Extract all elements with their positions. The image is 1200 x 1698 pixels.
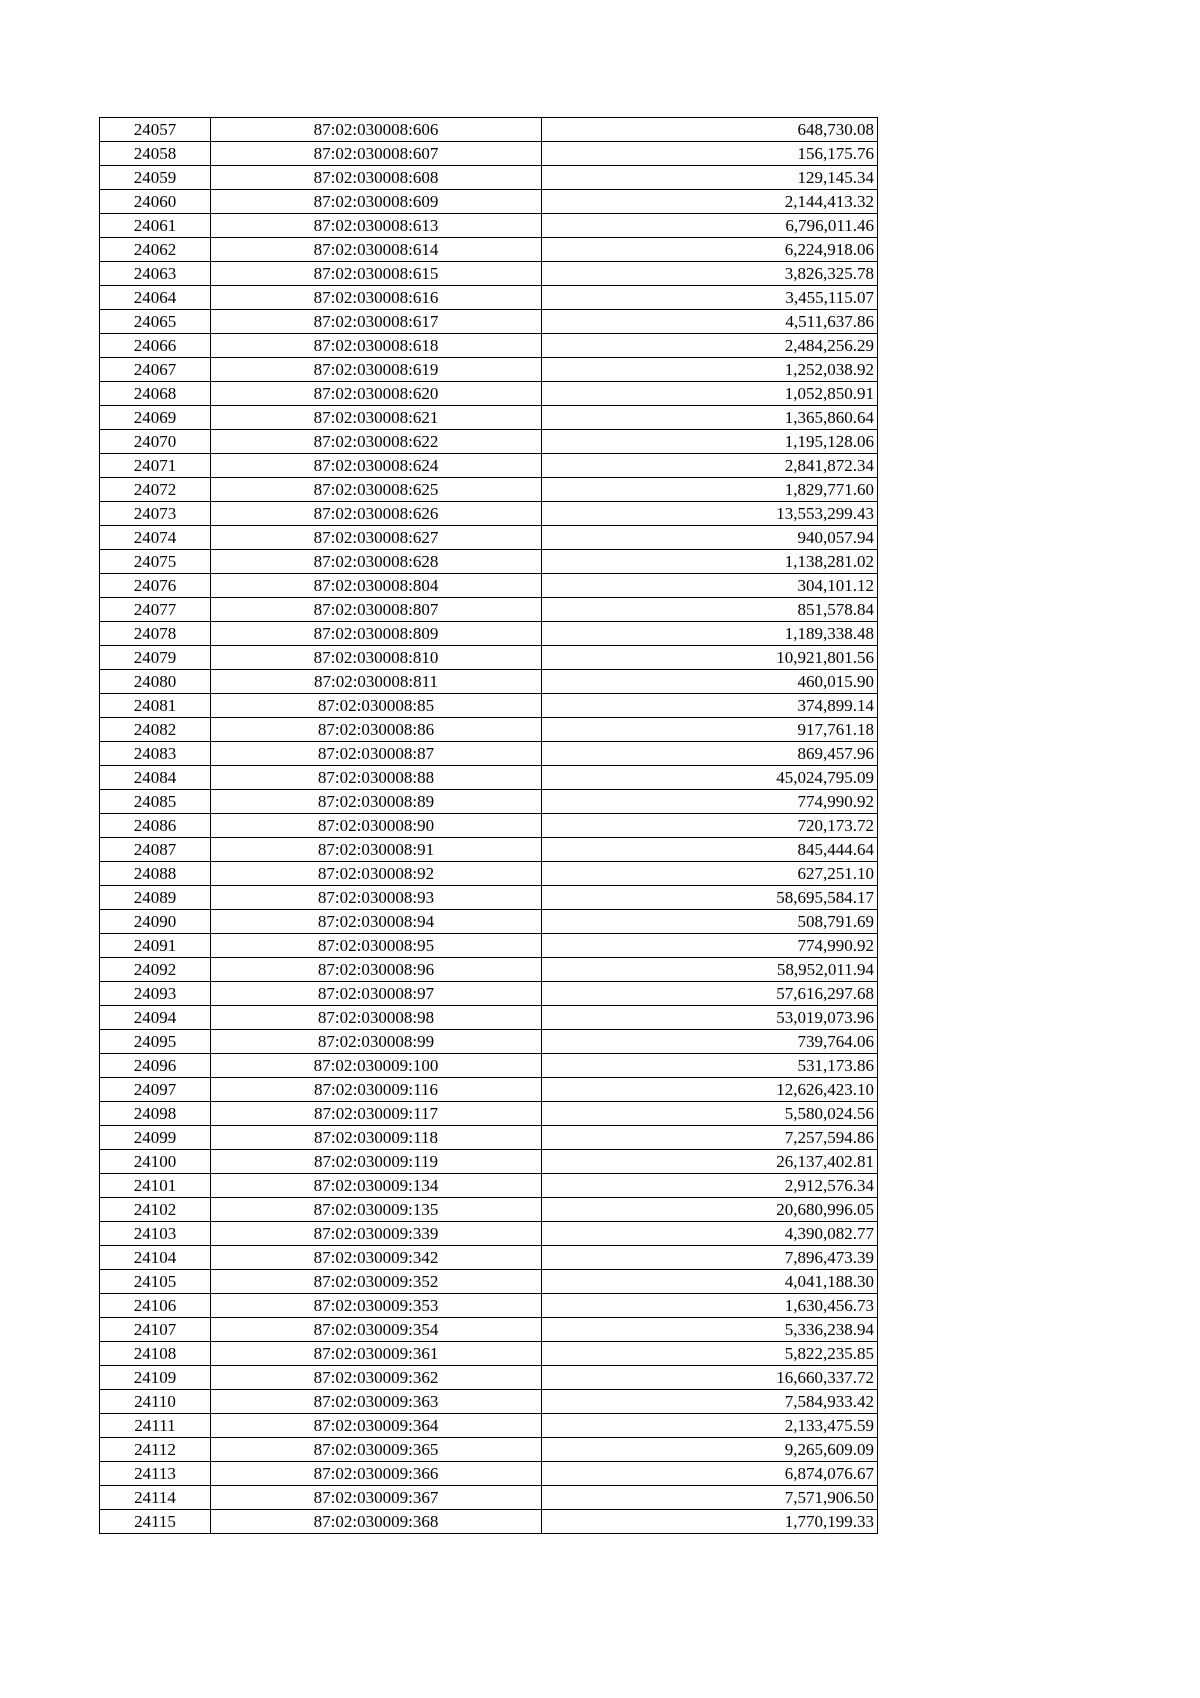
- cadastral-value-cell: 917,761.18: [542, 718, 878, 742]
- table-row: [100, 1174, 878, 1198]
- table-row: [100, 1030, 878, 1054]
- row-number-cell: 24086: [100, 814, 211, 838]
- cadastral-value-cell: 10,921,801.56: [542, 646, 878, 670]
- row-number-cell: 24069: [100, 406, 211, 430]
- row-number-cell: 24104: [100, 1246, 211, 1270]
- row-number-cell: 24085: [100, 790, 211, 814]
- cadastral-number-cell: 87:02:030008:625: [211, 478, 542, 502]
- cadastral-number-cell: 87:02:030009:118: [211, 1126, 542, 1150]
- cadastral-value-cell: 374,899.14: [542, 694, 878, 718]
- table-row: [100, 1510, 878, 1534]
- table-row: [100, 1486, 878, 1510]
- table-row: [100, 478, 878, 502]
- cadastral-value-cell: 5,580,024.56: [542, 1102, 878, 1126]
- row-number-cell: 24111: [100, 1414, 211, 1438]
- cadastral-number-cell: 87:02:030008:96: [211, 958, 542, 982]
- row-number-cell: 24102: [100, 1198, 211, 1222]
- row-number-cell: 24061: [100, 214, 211, 238]
- cadastral-value-cell: 869,457.96: [542, 742, 878, 766]
- cadastral-value-cell: 7,896,473.39: [542, 1246, 878, 1270]
- row-number-cell: 24099: [100, 1126, 211, 1150]
- cadastral-value-cell: 20,680,996.05: [542, 1198, 878, 1222]
- cadastral-number-cell: 87:02:030008:619: [211, 358, 542, 382]
- table-row: [100, 574, 878, 598]
- cadastral-value-cell: 3,826,325.78: [542, 262, 878, 286]
- cadastral-number-cell: 87:02:030009:363: [211, 1390, 542, 1414]
- cadastral-number-cell: 87:02:030008:99: [211, 1030, 542, 1054]
- row-number-cell: 24092: [100, 958, 211, 982]
- cadastral-number-cell: 87:02:030008:621: [211, 406, 542, 430]
- table-row: [100, 238, 878, 262]
- row-number-cell: 24093: [100, 982, 211, 1006]
- row-number-cell: 24081: [100, 694, 211, 718]
- cadastral-value-cell: 6,224,918.06: [542, 238, 878, 262]
- cadastral-number-cell: 87:02:030008:93: [211, 886, 542, 910]
- cadastral-number-cell: 87:02:030008:811: [211, 670, 542, 694]
- row-number-cell: 24075: [100, 550, 211, 574]
- row-number-cell: 24097: [100, 1078, 211, 1102]
- row-number-cell: 24094: [100, 1006, 211, 1030]
- cadastral-value-cell: 304,101.12: [542, 574, 878, 598]
- cadastral-value-cell: 2,133,475.59: [542, 1414, 878, 1438]
- row-number-cell: 24080: [100, 670, 211, 694]
- cadastral-value-cell: 58,952,011.94: [542, 958, 878, 982]
- cadastral-value-cell: 1,829,771.60: [542, 478, 878, 502]
- cadastral-number-cell: 87:02:030008:628: [211, 550, 542, 574]
- cadastral-value-cell: 4,041,188.30: [542, 1270, 878, 1294]
- row-number-cell: 24100: [100, 1150, 211, 1174]
- row-number-cell: 24107: [100, 1318, 211, 1342]
- cadastral-number-cell: 87:02:030008:97: [211, 982, 542, 1006]
- cadastral-number-cell: 87:02:030008:624: [211, 454, 542, 478]
- cadastral-number-cell: 87:02:030008:613: [211, 214, 542, 238]
- cadastral-value-cell: 12,626,423.10: [542, 1078, 878, 1102]
- cadastral-value-cell: 53,019,073.96: [542, 1006, 878, 1030]
- row-number-cell: 24076: [100, 574, 211, 598]
- cadastral-value-cell: 508,791.69: [542, 910, 878, 934]
- cadastral-value-cell: 720,173.72: [542, 814, 878, 838]
- table-row: [100, 1390, 878, 1414]
- cadastral-value-cell: 58,695,584.17: [542, 886, 878, 910]
- table-row: [100, 1438, 878, 1462]
- cadastral-value-cell: 940,057.94: [542, 526, 878, 550]
- cadastral-value-cell: 460,015.90: [542, 670, 878, 694]
- cadastral-number-cell: 87:02:030009:366: [211, 1462, 542, 1486]
- table-row: [100, 934, 878, 958]
- table-row: [100, 1150, 878, 1174]
- table-row: [100, 142, 878, 166]
- row-number-cell: 24114: [100, 1486, 211, 1510]
- cadastral-value-cell: 845,444.64: [542, 838, 878, 862]
- cadastral-number-cell: 87:02:030009:361: [211, 1342, 542, 1366]
- table-row: [100, 1054, 878, 1078]
- table-row: [100, 646, 878, 670]
- cadastral-value-cell: 7,257,594.86: [542, 1126, 878, 1150]
- cadastral-value-cell: 2,912,576.34: [542, 1174, 878, 1198]
- cadastral-value-cell: 1,138,281.02: [542, 550, 878, 574]
- row-number-cell: 24109: [100, 1366, 211, 1390]
- cadastral-value-cell: 2,841,872.34: [542, 454, 878, 478]
- table-row: [100, 622, 878, 646]
- row-number-cell: 24067: [100, 358, 211, 382]
- cadastral-number-cell: 87:02:030008:627: [211, 526, 542, 550]
- table-row: [100, 1198, 878, 1222]
- cadastral-value-cell: 739,764.06: [542, 1030, 878, 1054]
- row-number-cell: 24073: [100, 502, 211, 526]
- table-row: [100, 1006, 878, 1030]
- cadastral-value-cell: 627,251.10: [542, 862, 878, 886]
- table-row: [100, 1078, 878, 1102]
- cadastral-value-cell: 26,137,402.81: [542, 1150, 878, 1174]
- row-number-cell: 24110: [100, 1390, 211, 1414]
- cadastral-value-cell: 5,822,235.85: [542, 1342, 878, 1366]
- table-row: [100, 406, 878, 430]
- row-number-cell: 24084: [100, 766, 211, 790]
- table-row: [100, 214, 878, 238]
- row-number-cell: 24098: [100, 1102, 211, 1126]
- table-row: [100, 502, 878, 526]
- cadastral-number-cell: 87:02:030008:85: [211, 694, 542, 718]
- table-row: [100, 1342, 878, 1366]
- table-row: [100, 1222, 878, 1246]
- table-row: [100, 862, 878, 886]
- table-row: [100, 1318, 878, 1342]
- cadastral-value-cell: 13,553,299.43: [542, 502, 878, 526]
- cadastral-number-cell: 87:02:030008:609: [211, 190, 542, 214]
- row-number-cell: 24112: [100, 1438, 211, 1462]
- cadastral-number-cell: 87:02:030009:354: [211, 1318, 542, 1342]
- row-number-cell: 24082: [100, 718, 211, 742]
- cadastral-number-cell: 87:02:030009:367: [211, 1486, 542, 1510]
- table-row: [100, 166, 878, 190]
- row-number-cell: 24089: [100, 886, 211, 910]
- cadastral-number-cell: 87:02:030008:626: [211, 502, 542, 526]
- cadastral-value-cell: 6,796,011.46: [542, 214, 878, 238]
- cadastral-value-cell: 4,390,082.77: [542, 1222, 878, 1246]
- row-number-cell: 24074: [100, 526, 211, 550]
- table-row: [100, 1102, 878, 1126]
- table-row: [100, 1414, 878, 1438]
- cadastral-value-cell: 16,660,337.72: [542, 1366, 878, 1390]
- table-row: [100, 814, 878, 838]
- cadastral-value-cell: 4,511,637.86: [542, 310, 878, 334]
- table-row: [100, 910, 878, 934]
- row-number-cell: 24095: [100, 1030, 211, 1054]
- cadastral-number-cell: 87:02:030008:804: [211, 574, 542, 598]
- cadastral-number-cell: 87:02:030008:622: [211, 430, 542, 454]
- table-row: [100, 958, 878, 982]
- cadastral-number-cell: 87:02:030008:90: [211, 814, 542, 838]
- cadastral-value-cell: 1,189,338.48: [542, 622, 878, 646]
- row-number-cell: 24078: [100, 622, 211, 646]
- row-number-cell: 24059: [100, 166, 211, 190]
- table-row: [100, 358, 878, 382]
- row-number-cell: 24072: [100, 478, 211, 502]
- table-row: [100, 310, 878, 334]
- cadastral-number-cell: 87:02:030008:92: [211, 862, 542, 886]
- cadastral-number-cell: 87:02:030008:94: [211, 910, 542, 934]
- table-row: [100, 886, 878, 910]
- table-row: [100, 598, 878, 622]
- row-number-cell: 24068: [100, 382, 211, 406]
- row-number-cell: 24071: [100, 454, 211, 478]
- cadastral-number-cell: 87:02:030009:117: [211, 1102, 542, 1126]
- cadastral-value-cell: 57,616,297.68: [542, 982, 878, 1006]
- row-number-cell: 24091: [100, 934, 211, 958]
- row-number-cell: 24090: [100, 910, 211, 934]
- cadastral-value-table: [99, 117, 878, 1534]
- cadastral-number-cell: 87:02:030008:607: [211, 142, 542, 166]
- row-number-cell: 24087: [100, 838, 211, 862]
- cadastral-number-cell: 87:02:030009:116: [211, 1078, 542, 1102]
- cadastral-value-cell: 9,265,609.09: [542, 1438, 878, 1462]
- row-number-cell: 24115: [100, 1510, 211, 1534]
- table-row: [100, 1246, 878, 1270]
- cadastral-value-cell: 1,365,860.64: [542, 406, 878, 430]
- table-row: [100, 526, 878, 550]
- cadastral-number-cell: 87:02:030008:86: [211, 718, 542, 742]
- table-row: [100, 718, 878, 742]
- table-row: [100, 838, 878, 862]
- row-number-cell: 24108: [100, 1342, 211, 1366]
- table-row: [100, 190, 878, 214]
- cadastral-number-cell: 87:02:030009:352: [211, 1270, 542, 1294]
- row-number-cell: 24096: [100, 1054, 211, 1078]
- row-number-cell: 24077: [100, 598, 211, 622]
- table-row: [100, 1294, 878, 1318]
- row-number-cell: 24106: [100, 1294, 211, 1318]
- cadastral-number-cell: 87:02:030008:95: [211, 934, 542, 958]
- cadastral-value-cell: 156,175.76: [542, 142, 878, 166]
- cadastral-number-cell: 87:02:030008:617: [211, 310, 542, 334]
- cadastral-number-cell: 87:02:030009:339: [211, 1222, 542, 1246]
- cadastral-value-cell: 774,990.92: [542, 934, 878, 958]
- table-body: [100, 118, 878, 1534]
- table-row: [100, 1462, 878, 1486]
- table-row: [100, 286, 878, 310]
- table-row: [100, 1366, 878, 1390]
- table-row: [100, 382, 878, 406]
- row-number-cell: 24062: [100, 238, 211, 262]
- row-number-cell: 24105: [100, 1270, 211, 1294]
- row-number-cell: 24070: [100, 430, 211, 454]
- row-number-cell: 24113: [100, 1462, 211, 1486]
- cadastral-value-cell: 1,252,038.92: [542, 358, 878, 382]
- cadastral-number-cell: 87:02:030008:606: [211, 118, 542, 142]
- cadastral-number-cell: 87:02:030008:616: [211, 286, 542, 310]
- cadastral-value-cell: 7,584,933.42: [542, 1390, 878, 1414]
- cadastral-number-cell: 87:02:030008:614: [211, 238, 542, 262]
- cadastral-number-cell: 87:02:030009:353: [211, 1294, 542, 1318]
- row-number-cell: 24063: [100, 262, 211, 286]
- cadastral-number-cell: 87:02:030008:98: [211, 1006, 542, 1030]
- cadastral-number-cell: 87:02:030009:342: [211, 1246, 542, 1270]
- row-number-cell: 24101: [100, 1174, 211, 1198]
- cadastral-number-cell: 87:02:030008:608: [211, 166, 542, 190]
- cadastral-number-cell: 87:02:030008:87: [211, 742, 542, 766]
- table-row: [100, 334, 878, 358]
- cadastral-number-cell: 87:02:030009:134: [211, 1174, 542, 1198]
- cadastral-number-cell: 87:02:030008:88: [211, 766, 542, 790]
- cadastral-number-cell: 87:02:030009:368: [211, 1510, 542, 1534]
- table-row: [100, 982, 878, 1006]
- cadastral-value-cell: 2,484,256.29: [542, 334, 878, 358]
- table-row: [100, 670, 878, 694]
- table-row: [100, 454, 878, 478]
- cadastral-number-cell: 87:02:030008:89: [211, 790, 542, 814]
- row-number-cell: 24079: [100, 646, 211, 670]
- cadastral-number-cell: 87:02:030009:365: [211, 1438, 542, 1462]
- cadastral-value-cell: 3,455,115.07: [542, 286, 878, 310]
- row-number-cell: 24058: [100, 142, 211, 166]
- cadastral-value-cell: 1,052,850.91: [542, 382, 878, 406]
- cadastral-number-cell: 87:02:030009:362: [211, 1366, 542, 1390]
- cadastral-number-cell: 87:02:030008:91: [211, 838, 542, 862]
- cadastral-number-cell: 87:02:030009:119: [211, 1150, 542, 1174]
- row-number-cell: 24088: [100, 862, 211, 886]
- cadastral-value-cell: 531,173.86: [542, 1054, 878, 1078]
- row-number-cell: 24060: [100, 190, 211, 214]
- row-number-cell: 24057: [100, 118, 211, 142]
- cadastral-number-cell: 87:02:030008:807: [211, 598, 542, 622]
- cadastral-value-cell: 2,144,413.32: [542, 190, 878, 214]
- cadastral-value-cell: 5,336,238.94: [542, 1318, 878, 1342]
- cadastral-number-cell: 87:02:030009:100: [211, 1054, 542, 1078]
- table-row: [100, 766, 878, 790]
- cadastral-value-cell: 851,578.84: [542, 598, 878, 622]
- table-row: [100, 1126, 878, 1150]
- row-number-cell: 24064: [100, 286, 211, 310]
- cadastral-value-cell: 1,195,128.06: [542, 430, 878, 454]
- table-row: [100, 1270, 878, 1294]
- row-number-cell: 24103: [100, 1222, 211, 1246]
- cadastral-value-cell: 774,990.92: [542, 790, 878, 814]
- cadastral-number-cell: 87:02:030008:618: [211, 334, 542, 358]
- cadastral-value-cell: 6,874,076.67: [542, 1462, 878, 1486]
- table-row: [100, 694, 878, 718]
- table-row: [100, 262, 878, 286]
- cadastral-value-cell: 7,571,906.50: [542, 1486, 878, 1510]
- table-row: [100, 118, 878, 142]
- cadastral-number-cell: 87:02:030008:620: [211, 382, 542, 406]
- cadastral-value-cell: 1,630,456.73: [542, 1294, 878, 1318]
- table-row: [100, 742, 878, 766]
- row-number-cell: 24066: [100, 334, 211, 358]
- cadastral-value-cell: 648,730.08: [542, 118, 878, 142]
- table-row: [100, 430, 878, 454]
- cadastral-number-cell: 87:02:030008:809: [211, 622, 542, 646]
- row-number-cell: 24083: [100, 742, 211, 766]
- cadastral-value-cell: 129,145.34: [542, 166, 878, 190]
- table-row: [100, 790, 878, 814]
- row-number-cell: 24065: [100, 310, 211, 334]
- cadastral-value-cell: 45,024,795.09: [542, 766, 878, 790]
- cadastral-number-cell: 87:02:030009:364: [211, 1414, 542, 1438]
- table-row: [100, 550, 878, 574]
- cadastral-number-cell: 87:02:030009:135: [211, 1198, 542, 1222]
- cadastral-number-cell: 87:02:030008:810: [211, 646, 542, 670]
- cadastral-value-cell: 1,770,199.33: [542, 1510, 878, 1534]
- cadastral-number-cell: 87:02:030008:615: [211, 262, 542, 286]
